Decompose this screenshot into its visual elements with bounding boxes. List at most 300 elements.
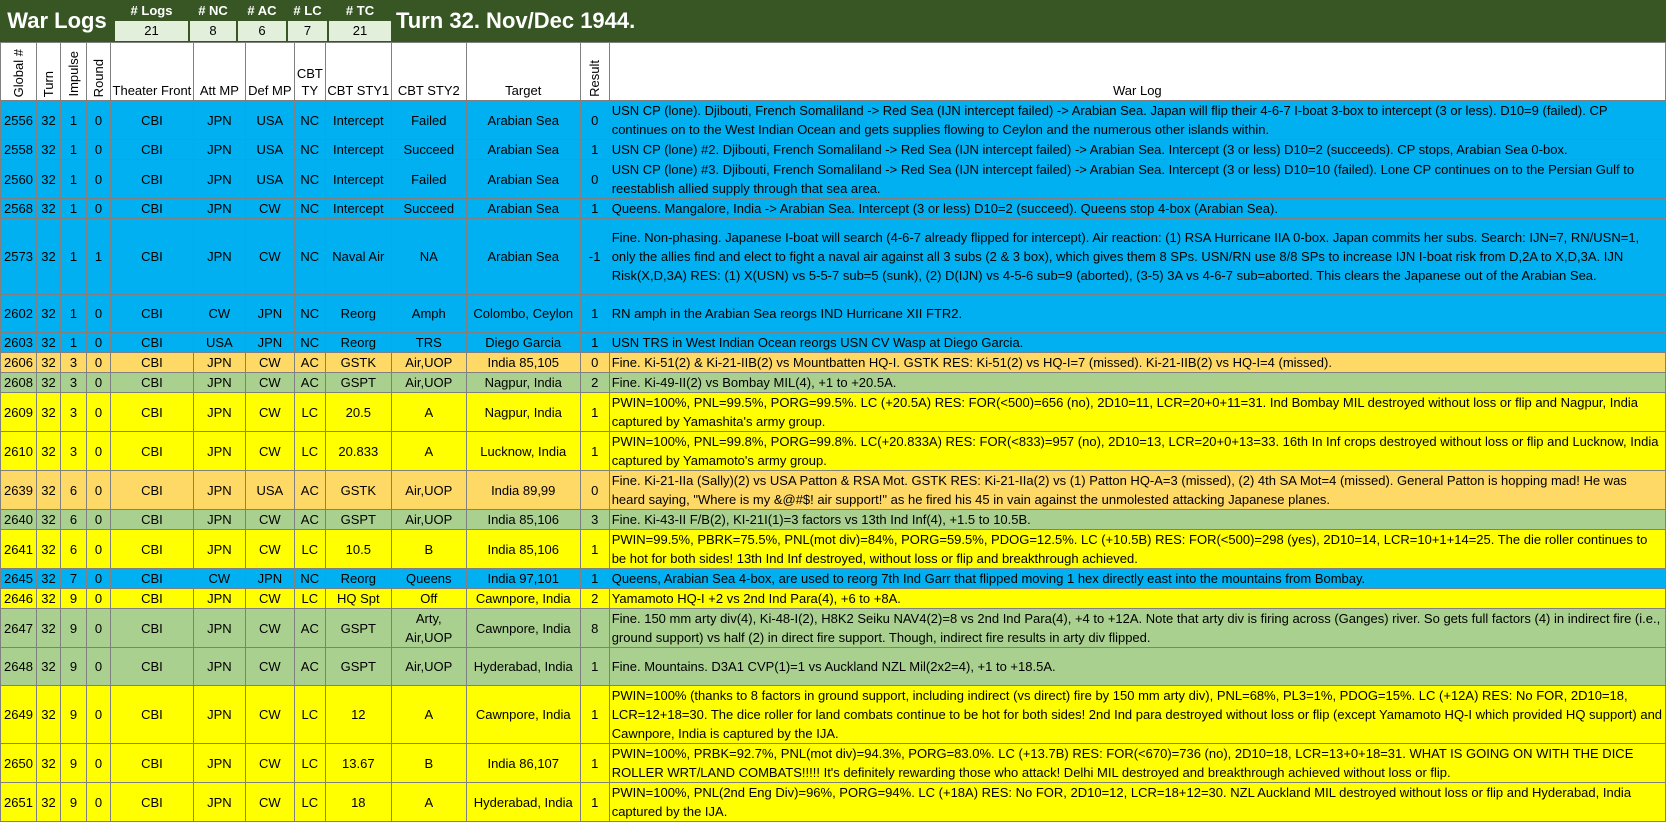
cell-turn[interactable]: 32: [36, 393, 60, 432]
cell-turn[interactable]: 32: [36, 295, 60, 333]
cell-cbt-ty[interactable]: LC: [294, 686, 325, 744]
cell-target[interactable]: Diego Garcia: [466, 333, 580, 353]
cell-result[interactable]: -1: [580, 219, 609, 295]
cell-turn[interactable]: 32: [36, 101, 60, 140]
cell-round[interactable]: 0: [86, 471, 110, 510]
cell-def-mp[interactable]: CW: [245, 530, 294, 569]
cell-cbt-sty2[interactable]: Air,UOP: [391, 648, 466, 686]
cell-cbt-sty1[interactable]: 18: [325, 783, 391, 822]
table-row[interactable]: [1, 219, 1666, 295]
cell-global[interactable]: 2603: [1, 333, 37, 353]
table-row[interactable]: [1, 140, 1666, 160]
cell-impulse[interactable]: 1: [60, 199, 86, 219]
cell-turn[interactable]: 32: [36, 373, 60, 393]
cell-cbt-ty[interactable]: NC: [294, 160, 325, 199]
cell-def-mp[interactable]: USA: [245, 471, 294, 510]
cell-impulse[interactable]: 3: [60, 373, 86, 393]
cell-global[interactable]: 2606: [1, 353, 37, 373]
table-row[interactable]: [1, 783, 1666, 822]
cell-att-mp[interactable]: CW: [193, 569, 245, 589]
cell-cbt-sty2[interactable]: Arty, Air,UOP: [391, 609, 466, 648]
table-row[interactable]: [1, 160, 1666, 199]
cell-cbt-sty1[interactable]: GSTK: [325, 471, 391, 510]
cell-cbt-sty2[interactable]: A: [391, 432, 466, 471]
stat-value[interactable]: 21: [114, 21, 189, 41]
cell-global[interactable]: 2573: [1, 219, 37, 295]
cell-theater[interactable]: CBI: [110, 686, 193, 744]
cell-result[interactable]: 1: [580, 686, 609, 744]
cell-target[interactable]: Cawnpore, India: [466, 609, 580, 648]
col-header-turn[interactable]: Turn: [36, 43, 60, 101]
cell-impulse[interactable]: 1: [60, 160, 86, 199]
cell-cbt-sty2[interactable]: A: [391, 686, 466, 744]
cell-cbt-ty[interactable]: NC: [294, 333, 325, 353]
cell-def-mp[interactable]: USA: [245, 140, 294, 160]
cell-cbt-sty1[interactable]: GSTK: [325, 353, 391, 373]
cell-round[interactable]: 0: [86, 783, 110, 822]
cell-cbt-sty2[interactable]: NA: [391, 219, 466, 295]
cell-turn[interactable]: 32: [36, 160, 60, 199]
cell-war-log[interactable]: PWIN=100% (thanks to 8 factors in ground support, including indirect (vs direct) fire by 150 mm arty div), PNL=68%, PL3=1%, PDOG=15%. LC (+12A) RES: No FOR, 2D10=18, LCR=12+18=30. The dice roller for land combats continue to be hot for both sides! 2nd Ind para destroyed without loss or flip (except Yamamoto HQ-I which provided HQ support) and Cawnpore, India is captured by the IJA.: [609, 686, 1665, 744]
cell-cbt-sty2[interactable]: B: [391, 530, 466, 569]
cell-war-log[interactable]: PWIN=100%, PRBK=92.7%, PNL(mot div)=94.3%, PORG=83.0%. LC (+13.7B) RES: FOR(<670)=736 (no), 2D10=18, LCR=13+0+18=31. WHAT IS GOING ON WITH THE DICE ROLLER WRT/LAND COMBATS!!!!! It's definitely rewarding those who attack! Delhi MIL destroyed and breakthrough achieved without loss or flip.: [609, 744, 1665, 783]
cell-result[interactable]: 1: [580, 393, 609, 432]
cell-round[interactable]: 0: [86, 333, 110, 353]
cell-cbt-ty[interactable]: LC: [294, 744, 325, 783]
cell-global[interactable]: 2640: [1, 510, 37, 530]
cell-turn[interactable]: 32: [36, 589, 60, 609]
stat-value[interactable]: 6: [237, 21, 287, 41]
cell-cbt-sty2[interactable]: Succeed: [391, 140, 466, 160]
col-header-cbt-sty2[interactable]: CBT STY2: [391, 43, 466, 101]
cell-cbt-sty2[interactable]: Failed: [391, 101, 466, 140]
cell-cbt-sty2[interactable]: Air,UOP: [391, 471, 466, 510]
table-row[interactable]: [1, 569, 1666, 589]
cell-def-mp[interactable]: CW: [245, 744, 294, 783]
col-header-target[interactable]: Target: [466, 43, 580, 101]
cell-att-mp[interactable]: JPN: [193, 609, 245, 648]
cell-war-log[interactable]: PWIN=100%, PNL=99.5%, PORG=99.5%. LC (+20.5A) RES: FOR(<500)=656 (no), 2D10=11, LCR=20+0+11=31. Ind Bombay MIL destroyed without loss or flip and Nagpur, India captured by Yamashita's army group.: [609, 393, 1665, 432]
cell-global[interactable]: 2647: [1, 609, 37, 648]
cell-cbt-sty2[interactable]: Failed: [391, 160, 466, 199]
cell-att-mp[interactable]: JPN: [193, 471, 245, 510]
cell-global[interactable]: 2650: [1, 744, 37, 783]
cell-round[interactable]: 0: [86, 295, 110, 333]
cell-cbt-sty2[interactable]: Queens: [391, 569, 466, 589]
cell-cbt-sty1[interactable]: 12: [325, 686, 391, 744]
cell-global[interactable]: 2651: [1, 783, 37, 822]
cell-target[interactable]: India 85,106: [466, 510, 580, 530]
cell-result[interactable]: 1: [580, 783, 609, 822]
cell-impulse[interactable]: 1: [60, 101, 86, 140]
cell-cbt-sty1[interactable]: Naval Air: [325, 219, 391, 295]
cell-result[interactable]: 0: [580, 101, 609, 140]
cell-global[interactable]: 2646: [1, 589, 37, 609]
cell-theater[interactable]: CBI: [110, 569, 193, 589]
cell-def-mp[interactable]: CW: [245, 373, 294, 393]
cell-result[interactable]: 0: [580, 471, 609, 510]
stat-value[interactable]: 21: [328, 21, 392, 41]
cell-impulse[interactable]: 1: [60, 140, 86, 160]
cell-global[interactable]: 2648: [1, 648, 37, 686]
cell-theater[interactable]: CBI: [110, 160, 193, 199]
cell-war-log[interactable]: Fine. Non-phasing. Japanese I-boat will search (4-6-7 already flipped for intercept). Air reaction: (1) RSA Hurricane IIA 0-box. Japan commits her subs. Search: IJN=7, RN/USN=1, only the allies find and elect to fight a naval air against all 3 subs (2 & 3 box), which gives them 8 SPs. USN/RN use 8/8 SPs to increase IJN I-boat risk from D,2A to X,D,3A. IJN Risk(X,D,3A) RES: (1) X(USN) vs 5-5-7 sub=5 (sunk), (2) D(IJN) vs 4-5-6 sub=9 (aborted), (3-5) 3A vs 4-6-7 sub=aborted. This clears the Japanese out of the Arabian Sea.: [609, 219, 1665, 295]
cell-att-mp[interactable]: JPN: [193, 353, 245, 373]
cell-theater[interactable]: CBI: [110, 333, 193, 353]
cell-turn[interactable]: 32: [36, 471, 60, 510]
cell-att-mp[interactable]: JPN: [193, 648, 245, 686]
cell-round[interactable]: 0: [86, 101, 110, 140]
cell-cbt-ty[interactable]: LC: [294, 530, 325, 569]
cell-round[interactable]: 0: [86, 160, 110, 199]
col-header-cbt-ty[interactable]: CBT TY: [294, 43, 325, 101]
cell-result[interactable]: 1: [580, 744, 609, 783]
cell-theater[interactable]: CBI: [110, 432, 193, 471]
cell-war-log[interactable]: Fine. Mountains. D3A1 CVP(1)=1 vs Auckland NZL Mil(2x2=4), +1 to +18.5A.: [609, 648, 1665, 686]
cell-war-log[interactable]: Fine. Ki-49-II(2) vs Bombay MIL(4), +1 to +20.5A.: [609, 373, 1665, 393]
cell-target[interactable]: Arabian Sea: [466, 101, 580, 140]
cell-cbt-sty2[interactable]: TRS: [391, 333, 466, 353]
cell-result[interactable]: 1: [580, 295, 609, 333]
cell-target[interactable]: Nagpur, India: [466, 393, 580, 432]
cell-war-log[interactable]: Queens, Arabian Sea 4-box, are used to reorg 7th Ind Garr that flipped moving 1 hex directly east into the mountains from Bombay.: [609, 569, 1665, 589]
cell-cbt-ty[interactable]: NC: [294, 140, 325, 160]
col-header-result[interactable]: Result: [580, 43, 609, 101]
cell-result[interactable]: 0: [580, 160, 609, 199]
cell-def-mp[interactable]: CW: [245, 219, 294, 295]
cell-round[interactable]: 1: [86, 219, 110, 295]
cell-cbt-sty1[interactable]: Reorg: [325, 569, 391, 589]
cell-result[interactable]: 2: [580, 589, 609, 609]
cell-impulse[interactable]: 1: [60, 333, 86, 353]
cell-cbt-sty1[interactable]: 10.5: [325, 530, 391, 569]
cell-round[interactable]: 0: [86, 530, 110, 569]
cell-cbt-sty1[interactable]: Intercept: [325, 160, 391, 199]
cell-theater[interactable]: CBI: [110, 353, 193, 373]
cell-cbt-sty1[interactable]: 20.833: [325, 432, 391, 471]
cell-target[interactable]: Lucknow, India: [466, 432, 580, 471]
cell-turn[interactable]: 32: [36, 744, 60, 783]
cell-theater[interactable]: CBI: [110, 199, 193, 219]
cell-war-log[interactable]: Queens. Mangalore, India -> Arabian Sea. Intercept (3 or less) D10=2 (succeed). Queens stop 4-box (Arabian Sea).: [609, 199, 1665, 219]
cell-def-mp[interactable]: JPN: [245, 295, 294, 333]
cell-target[interactable]: Colombo, Ceylon: [466, 295, 580, 333]
cell-impulse[interactable]: 1: [60, 295, 86, 333]
cell-cbt-ty[interactable]: NC: [294, 219, 325, 295]
cell-def-mp[interactable]: CW: [245, 686, 294, 744]
col-header-impulse[interactable]: Impulse: [60, 43, 86, 101]
cell-att-mp[interactable]: JPN: [193, 219, 245, 295]
cell-theater[interactable]: CBI: [110, 393, 193, 432]
cell-result[interactable]: 0: [580, 353, 609, 373]
cell-result[interactable]: 1: [580, 333, 609, 353]
cell-cbt-ty[interactable]: AC: [294, 353, 325, 373]
cell-result[interactable]: 1: [580, 569, 609, 589]
cell-global[interactable]: 2560: [1, 160, 37, 199]
table-row[interactable]: [1, 353, 1666, 373]
cell-impulse[interactable]: 9: [60, 648, 86, 686]
table-row[interactable]: [1, 101, 1666, 140]
cell-war-log[interactable]: Fine. Ki-43-II F/B(2), KI-21I(1)=3 factors vs 13th Ind Inf(4), +1.5 to 10.5B.: [609, 510, 1665, 530]
cell-global[interactable]: 2609: [1, 393, 37, 432]
cell-global[interactable]: 2558: [1, 140, 37, 160]
table-row[interactable]: [1, 744, 1666, 783]
cell-impulse[interactable]: 6: [60, 471, 86, 510]
cell-impulse[interactable]: 6: [60, 510, 86, 530]
cell-att-mp[interactable]: JPN: [193, 530, 245, 569]
cell-theater[interactable]: CBI: [110, 744, 193, 783]
table-row[interactable]: [1, 333, 1666, 353]
table-row[interactable]: [1, 432, 1666, 471]
cell-def-mp[interactable]: CW: [245, 432, 294, 471]
cell-att-mp[interactable]: JPN: [193, 101, 245, 140]
cell-def-mp[interactable]: CW: [245, 783, 294, 822]
cell-att-mp[interactable]: JPN: [193, 744, 245, 783]
cell-cbt-sty1[interactable]: 13.67: [325, 744, 391, 783]
table-row[interactable]: [1, 471, 1666, 510]
cell-impulse[interactable]: 6: [60, 530, 86, 569]
cell-turn[interactable]: 32: [36, 199, 60, 219]
cell-target[interactable]: India 85,106: [466, 530, 580, 569]
cell-impulse[interactable]: 3: [60, 353, 86, 373]
cell-def-mp[interactable]: CW: [245, 609, 294, 648]
cell-att-mp[interactable]: JPN: [193, 783, 245, 822]
cell-war-log[interactable]: PWIN=99.5%, PBRK=75.5%, PNL(mot div)=84%, PORG=59.5%, PDOG=12.5%. LC (+10.5B) RES: FOR(<500)=298 (yes), 2D10=14, LCR=10+1+14=25. The die roller continues to be hot for both sides! 13th Ind Inf destroyed, without loss or flip and breakthrough achieved.: [609, 530, 1665, 569]
cell-result[interactable]: 1: [580, 432, 609, 471]
col-header-global[interactable]: Global #: [1, 43, 37, 101]
table-row[interactable]: [1, 530, 1666, 569]
cell-cbt-sty2[interactable]: Air,UOP: [391, 373, 466, 393]
cell-theater[interactable]: CBI: [110, 609, 193, 648]
cell-target[interactable]: Cawnpore, India: [466, 589, 580, 609]
cell-def-mp[interactable]: CW: [245, 648, 294, 686]
cell-cbt-ty[interactable]: AC: [294, 648, 325, 686]
cell-theater[interactable]: CBI: [110, 140, 193, 160]
cell-def-mp[interactable]: JPN: [245, 333, 294, 353]
col-header-def-mp[interactable]: Def MP: [245, 43, 294, 101]
col-header-theater[interactable]: Theater Front: [110, 43, 193, 101]
cell-def-mp[interactable]: CW: [245, 510, 294, 530]
table-row[interactable]: [1, 609, 1666, 648]
cell-turn[interactable]: 32: [36, 648, 60, 686]
cell-att-mp[interactable]: CW: [193, 295, 245, 333]
cell-cbt-ty[interactable]: AC: [294, 609, 325, 648]
cell-round[interactable]: 0: [86, 199, 110, 219]
cell-global[interactable]: 2556: [1, 101, 37, 140]
table-row[interactable]: [1, 373, 1666, 393]
cell-cbt-sty1[interactable]: GSPT: [325, 510, 391, 530]
cell-def-mp[interactable]: USA: [245, 101, 294, 140]
cell-target[interactable]: Nagpur, India: [466, 373, 580, 393]
stat-value[interactable]: 7: [287, 21, 328, 41]
cell-theater[interactable]: CBI: [110, 295, 193, 333]
cell-impulse[interactable]: 7: [60, 569, 86, 589]
cell-turn[interactable]: 32: [36, 609, 60, 648]
cell-cbt-ty[interactable]: AC: [294, 471, 325, 510]
cell-war-log[interactable]: USN CP (lone) #3. Djibouti, French Somaliland -> Red Sea (IJN intercept failed) -> Arabian Sea. Intercept (3 or less) D10=10 (failed). Lone CP continues on to the Persian Gulf to reestablish allied supply through that sea area.: [609, 160, 1665, 199]
cell-war-log[interactable]: RN amph in the Arabian Sea reorgs IND Hurricane XII FTR2.: [609, 295, 1665, 333]
cell-target[interactable]: Arabian Sea: [466, 199, 580, 219]
cell-war-log[interactable]: Fine. Ki-21-IIa (Sally)(2) vs USA Patton & RSA Mot. GSTK RES: Ki-21-IIa(2) vs (1) Patton HQ-A=3 (missed), (2) 4th SA Mot=4 (missed). General Patton is hopping mad! He was heard saying, "Where is my &@#$! air support!" as he fired his 45 in vain against the unmolested attacking Japanese planes.: [609, 471, 1665, 510]
cell-result[interactable]: 8: [580, 609, 609, 648]
cell-att-mp[interactable]: JPN: [193, 199, 245, 219]
cell-att-mp[interactable]: JPN: [193, 686, 245, 744]
cell-att-mp[interactable]: JPN: [193, 140, 245, 160]
cell-cbt-sty2[interactable]: A: [391, 393, 466, 432]
cell-war-log[interactable]: Yamamoto HQ-I +2 vs 2nd Ind Para(4), +6 to +8A.: [609, 589, 1665, 609]
cell-result[interactable]: 3: [580, 510, 609, 530]
cell-round[interactable]: 0: [86, 609, 110, 648]
table-row[interactable]: [1, 295, 1666, 333]
cell-round[interactable]: 0: [86, 648, 110, 686]
cell-turn[interactable]: 32: [36, 530, 60, 569]
cell-turn[interactable]: 32: [36, 686, 60, 744]
cell-cbt-sty2[interactable]: Succeed: [391, 199, 466, 219]
cell-theater[interactable]: CBI: [110, 589, 193, 609]
cell-att-mp[interactable]: JPN: [193, 160, 245, 199]
cell-theater[interactable]: CBI: [110, 471, 193, 510]
cell-round[interactable]: 0: [86, 140, 110, 160]
cell-cbt-ty[interactable]: NC: [294, 101, 325, 140]
cell-att-mp[interactable]: JPN: [193, 589, 245, 609]
cell-att-mp[interactable]: JPN: [193, 393, 245, 432]
cell-round[interactable]: 0: [86, 393, 110, 432]
cell-global[interactable]: 2608: [1, 373, 37, 393]
cell-global[interactable]: 2639: [1, 471, 37, 510]
cell-att-mp[interactable]: USA: [193, 333, 245, 353]
cell-turn[interactable]: 32: [36, 432, 60, 471]
table-row[interactable]: [1, 589, 1666, 609]
cell-impulse[interactable]: 9: [60, 589, 86, 609]
cell-theater[interactable]: CBI: [110, 219, 193, 295]
table-row[interactable]: [1, 686, 1666, 744]
cell-theater[interactable]: CBI: [110, 648, 193, 686]
cell-target[interactable]: Arabian Sea: [466, 219, 580, 295]
table-row[interactable]: [1, 510, 1666, 530]
cell-impulse[interactable]: 3: [60, 432, 86, 471]
col-header-cbt-sty1[interactable]: CBT STY1: [325, 43, 391, 101]
stat-value[interactable]: 8: [189, 21, 237, 41]
cell-cbt-ty[interactable]: LC: [294, 589, 325, 609]
cell-turn[interactable]: 32: [36, 333, 60, 353]
cell-cbt-ty[interactable]: NC: [294, 199, 325, 219]
cell-round[interactable]: 0: [86, 686, 110, 744]
cell-cbt-ty[interactable]: NC: [294, 569, 325, 589]
cell-target[interactable]: Cawnpore, India: [466, 686, 580, 744]
cell-target[interactable]: Arabian Sea: [466, 160, 580, 199]
cell-war-log[interactable]: USN CP (lone). Djibouti, French Somaliland -> Red Sea (IJN intercept failed) -> Arabian Sea. Japan will flip their 4-6-7 I-boat 3-box to intercept (3 or less). D10=9 (failed). CP continues on to the West Indian Ocean and gets supplies flowing to Ceylon and the numerous other islands within.: [609, 101, 1665, 140]
cell-cbt-ty[interactable]: AC: [294, 373, 325, 393]
cell-war-log[interactable]: USN TRS in West Indian Ocean reorgs USN CV Wasp at Diego Garcia.: [609, 333, 1665, 353]
cell-target[interactable]: Hyderabad, India: [466, 783, 580, 822]
cell-cbt-sty1[interactable]: GSPT: [325, 648, 391, 686]
cell-cbt-sty1[interactable]: Intercept: [325, 140, 391, 160]
cell-impulse[interactable]: 9: [60, 609, 86, 648]
cell-def-mp[interactable]: CW: [245, 393, 294, 432]
cell-war-log[interactable]: PWIN=100%, PNL(2nd Eng Div)=96%, PORG=94%. LC (+18A) RES: No FOR, 2D10=12, LCR=18+12=30. NZL Auckland MIL destroyed without loss or flip and Hyderabad, India captured by the IJA.: [609, 783, 1665, 822]
cell-turn[interactable]: 32: [36, 353, 60, 373]
cell-att-mp[interactable]: JPN: [193, 432, 245, 471]
cell-turn[interactable]: 32: [36, 140, 60, 160]
cell-global[interactable]: 2649: [1, 686, 37, 744]
cell-round[interactable]: 0: [86, 373, 110, 393]
cell-target[interactable]: India 85,105: [466, 353, 580, 373]
cell-round[interactable]: 0: [86, 744, 110, 783]
cell-global[interactable]: 2610: [1, 432, 37, 471]
cell-global[interactable]: 2645: [1, 569, 37, 589]
cell-theater[interactable]: CBI: [110, 373, 193, 393]
cell-cbt-sty1[interactable]: 20.5: [325, 393, 391, 432]
cell-round[interactable]: 0: [86, 569, 110, 589]
cell-impulse[interactable]: 1: [60, 219, 86, 295]
cell-cbt-sty1[interactable]: Reorg: [325, 333, 391, 353]
cell-impulse[interactable]: 9: [60, 744, 86, 783]
cell-war-log[interactable]: PWIN=100%, PNL=99.8%, PORG=99.8%. LC(+20.833A) RES: FOR(<833)=957 (no), 2D10=13, LCR=20+0+13=33. 16th In Inf crops destroyed without loss or flip and Lucknow, India captured by Yamamoto's army group.: [609, 432, 1665, 471]
cell-cbt-sty2[interactable]: B: [391, 744, 466, 783]
cell-result[interactable]: 1: [580, 199, 609, 219]
cell-round[interactable]: 0: [86, 510, 110, 530]
cell-result[interactable]: 2: [580, 373, 609, 393]
cell-turn[interactable]: 32: [36, 219, 60, 295]
cell-cbt-sty2[interactable]: Amph: [391, 295, 466, 333]
cell-war-log[interactable]: USN CP (lone) #2. Djibouti, French Somaliland -> Red Sea (IJN intercept failed) -> Arabian Sea. Intercept (3 or less) D10=2 (succeeds). CP stops, Arabian Sea 0-box.: [609, 140, 1665, 160]
cell-cbt-ty[interactable]: LC: [294, 432, 325, 471]
cell-war-log[interactable]: Fine. 150 mm arty div(4), Ki-48-I(2), H8K2 Seiku NAV4(2)=8 vs 2nd Ind Para(4), +4 to +12A. Note that arty div is firing across (Ganges) river. So gets full factors (4) in indirect fire (i.e., ground support) vs half (2) in direct fire support. Though, indirect fire results in arty div flipped.: [609, 609, 1665, 648]
cell-cbt-sty1[interactable]: HQ Spt: [325, 589, 391, 609]
cell-cbt-ty[interactable]: LC: [294, 783, 325, 822]
cell-result[interactable]: 1: [580, 648, 609, 686]
cell-turn[interactable]: 32: [36, 783, 60, 822]
cell-cbt-sty1[interactable]: GSPT: [325, 609, 391, 648]
cell-cbt-sty1[interactable]: Reorg: [325, 295, 391, 333]
cell-def-mp[interactable]: USA: [245, 160, 294, 199]
cell-turn[interactable]: 32: [36, 510, 60, 530]
cell-cbt-ty[interactable]: AC: [294, 510, 325, 530]
cell-cbt-sty1[interactable]: Intercept: [325, 199, 391, 219]
col-header-war-log[interactable]: War Log: [609, 43, 1665, 101]
cell-global[interactable]: 2602: [1, 295, 37, 333]
cell-cbt-sty2[interactable]: Air,UOP: [391, 353, 466, 373]
col-header-att-mp[interactable]: Att MP: [193, 43, 245, 101]
cell-turn[interactable]: 32: [36, 569, 60, 589]
cell-theater[interactable]: CBI: [110, 783, 193, 822]
cell-att-mp[interactable]: JPN: [193, 510, 245, 530]
cell-impulse[interactable]: 3: [60, 393, 86, 432]
table-row[interactable]: [1, 393, 1666, 432]
cell-def-mp[interactable]: CW: [245, 353, 294, 373]
cell-theater[interactable]: CBI: [110, 530, 193, 569]
table-row[interactable]: [1, 648, 1666, 686]
cell-cbt-sty2[interactable]: Air,UOP: [391, 510, 466, 530]
cell-cbt-ty[interactable]: NC: [294, 295, 325, 333]
table-row[interactable]: [1, 199, 1666, 219]
cell-target[interactable]: Hyderabad, India: [466, 648, 580, 686]
cell-def-mp[interactable]: JPN: [245, 569, 294, 589]
cell-theater[interactable]: CBI: [110, 510, 193, 530]
cell-round[interactable]: 0: [86, 589, 110, 609]
cell-cbt-sty2[interactable]: Off: [391, 589, 466, 609]
cell-target[interactable]: India 86,107: [466, 744, 580, 783]
cell-round[interactable]: 0: [86, 353, 110, 373]
cell-att-mp[interactable]: JPN: [193, 373, 245, 393]
cell-result[interactable]: 1: [580, 140, 609, 160]
cell-global[interactable]: 2641: [1, 530, 37, 569]
cell-target[interactable]: Arabian Sea: [466, 140, 580, 160]
cell-theater[interactable]: CBI: [110, 101, 193, 140]
cell-cbt-ty[interactable]: LC: [294, 393, 325, 432]
cell-def-mp[interactable]: CW: [245, 589, 294, 609]
cell-target[interactable]: India 89,99: [466, 471, 580, 510]
